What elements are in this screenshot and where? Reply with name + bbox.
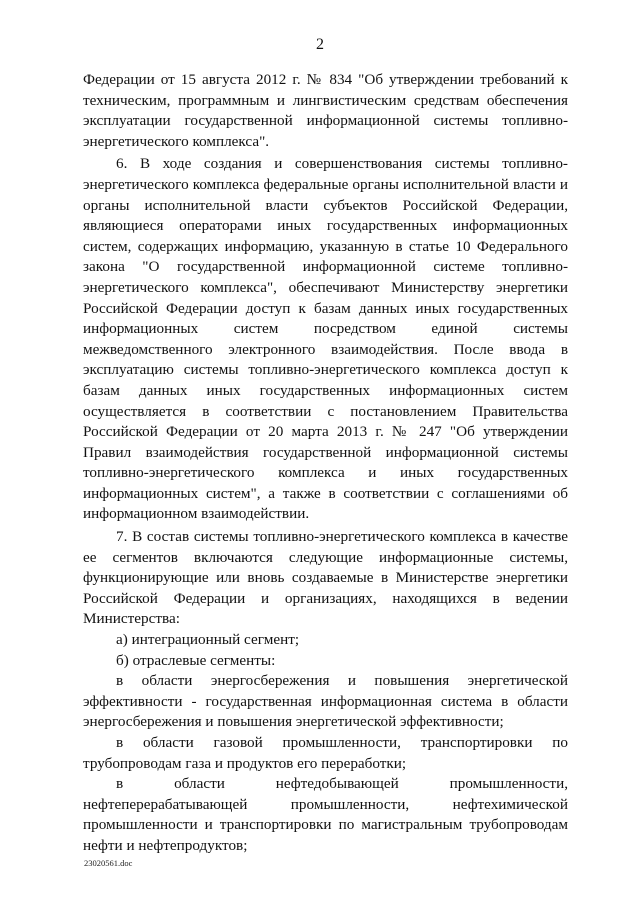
subitem-oil-industry: в области нефтедобывающей промышленности, нефтеперерабатывающей промышленности, нефтехимической промышленности и транспортировки по магистральным трубопроводам нефти и нефтепродуктов; [83,775,568,854]
footer-file-name: 23020561.doc [84,858,133,868]
document-body [83,70,568,857]
paragraph-6: 6. В ходе создания и совершенствования системы топливно-энергетического комплекса федеральные органы исполнительной власти и органы исполнительной власти субъектов Российской Федерации, являющиеся операторами иных государственных информационных систем, содержащих информацию, указанную в статье 10 Федерального закона "О государственной информационной системе топливно-энергетического комплекса", обеспечивают Министерству энергетики Российской Федерации доступ к базам данных иных государственных информационных систем посредством единой системы межведомственного электронного взаимодействия. После ввода в эксплуатацию системы топливно-энергетического комплекса доступ к базам данных иных государственных информационных систем осуществляется в соответствии с постановлением Правительства Российской Федерации от 20 марта 2013 г. № 247 "Об утверждении Правил взаимодействия государственной информационной системы топливно-энергетического комплекса и иных государственных информационных систем", а также в соответствии с соглашениями об информационном взаимодействии. [83,155,568,523]
list-item-b: б) отраслевые сегменты: [116,651,276,669]
page-number: 2 [316,36,324,53]
subitem-gas-industry: в области газовой промышленности, транспортировки по трубопроводам газа и продуктов его переработки; [83,734,568,772]
subitem-energy-efficiency: в области энергосбережения и повышения энергетической эффективности - государственная информационная система в области энергосбережения и повышения энергетической эффективности; [83,672,568,731]
paragraph-continuation: Федерации от 15 августа 2012 г. № 834 "Об утверждении требований к техническим, программным и лингвистическим средствам обеспечения эксплуатации государственной информационной системы топливно-энергетического комплекса". [83,71,568,150]
list-item-a: а) интеграционный сегмент; [116,631,300,649]
paragraph-7: 7. В состав системы топливно-энергетического комплекса в качестве ее сегментов включаются следующие информационные системы, функционирующие или вновь создаваемые в Министерстве энергетики Российской Федерации и организациях, находящихся в ведении Министерства: [83,528,568,628]
